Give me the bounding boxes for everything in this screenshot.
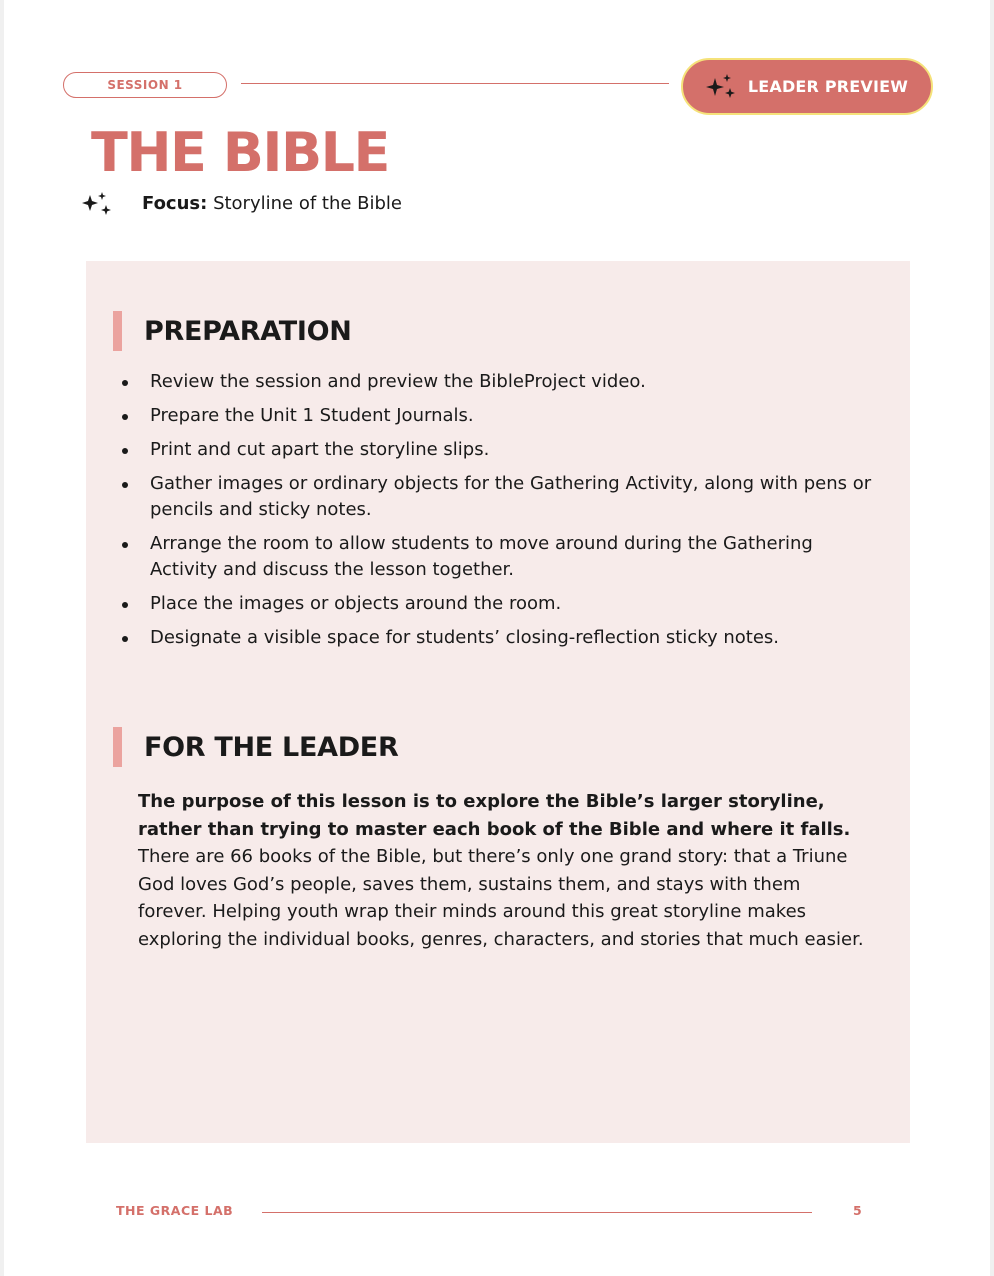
section-accent-bar [113,727,122,767]
for-the-leader-title: FOR THE LEADER [144,731,399,763]
list-item: Designate a visible space for students’ closing-reflection sticky notes. [116,625,876,651]
header-divider [241,83,669,84]
sparkle-icon [80,190,112,216]
session-label-text: SESSION 1 [107,78,183,92]
page [4,0,990,1276]
leader-paragraph-body: There are 66 books of the Bible, but there’s only one grand story: that a Triune God loves God’s people, saves them, sustains them, and stays with them forever. Helping youth wrap their minds around this great storyline makes exploring the individual books, genres, characters, and stories that much easier. [138,846,864,950]
focus-label: Focus: [142,192,208,214]
session-label [63,72,227,98]
list-item: Review the session and preview the BibleProject video. [116,369,876,395]
leader-paragraph-lead: The purpose of this lesson is to explore the Bible’s larger storyline, rather than trying to master each book of the Bible and where it falls. [138,791,851,840]
leader-preview-label: LEADER PREVIEW [747,77,909,96]
focus-text [142,193,402,214]
footer-brand: THE GRACE LAB [116,1203,234,1218]
preparation-heading [113,311,352,351]
section-accent-bar [113,311,122,351]
content-panel [86,261,910,1143]
list-item: Prepare the Unit 1 Student Journals. [116,403,876,429]
focus-row [80,190,402,216]
list-item: Print and cut apart the storyline slips. [116,437,876,463]
preparation-list [116,369,876,659]
footer-divider [262,1212,812,1213]
list-item: Arrange the room to allow students to move around during the Gathering Activity and discuss the lesson together. [116,531,876,583]
preparation-title: PREPARATION [144,315,352,347]
page-number: 5 [853,1203,862,1218]
focus-value: Storyline of the Bible [207,192,403,214]
list-item: Place the images or objects around the room. [116,591,876,617]
for-the-leader-heading [113,727,398,767]
list-item: Gather images or ordinary objects for the Gathering Activity, along with pens or pencils and sticky notes. [116,471,876,523]
leader-preview-badge [681,58,933,115]
sparkle-icon [706,74,736,100]
page-title: THE BIBLE [91,121,389,184]
leader-paragraph [138,788,868,953]
